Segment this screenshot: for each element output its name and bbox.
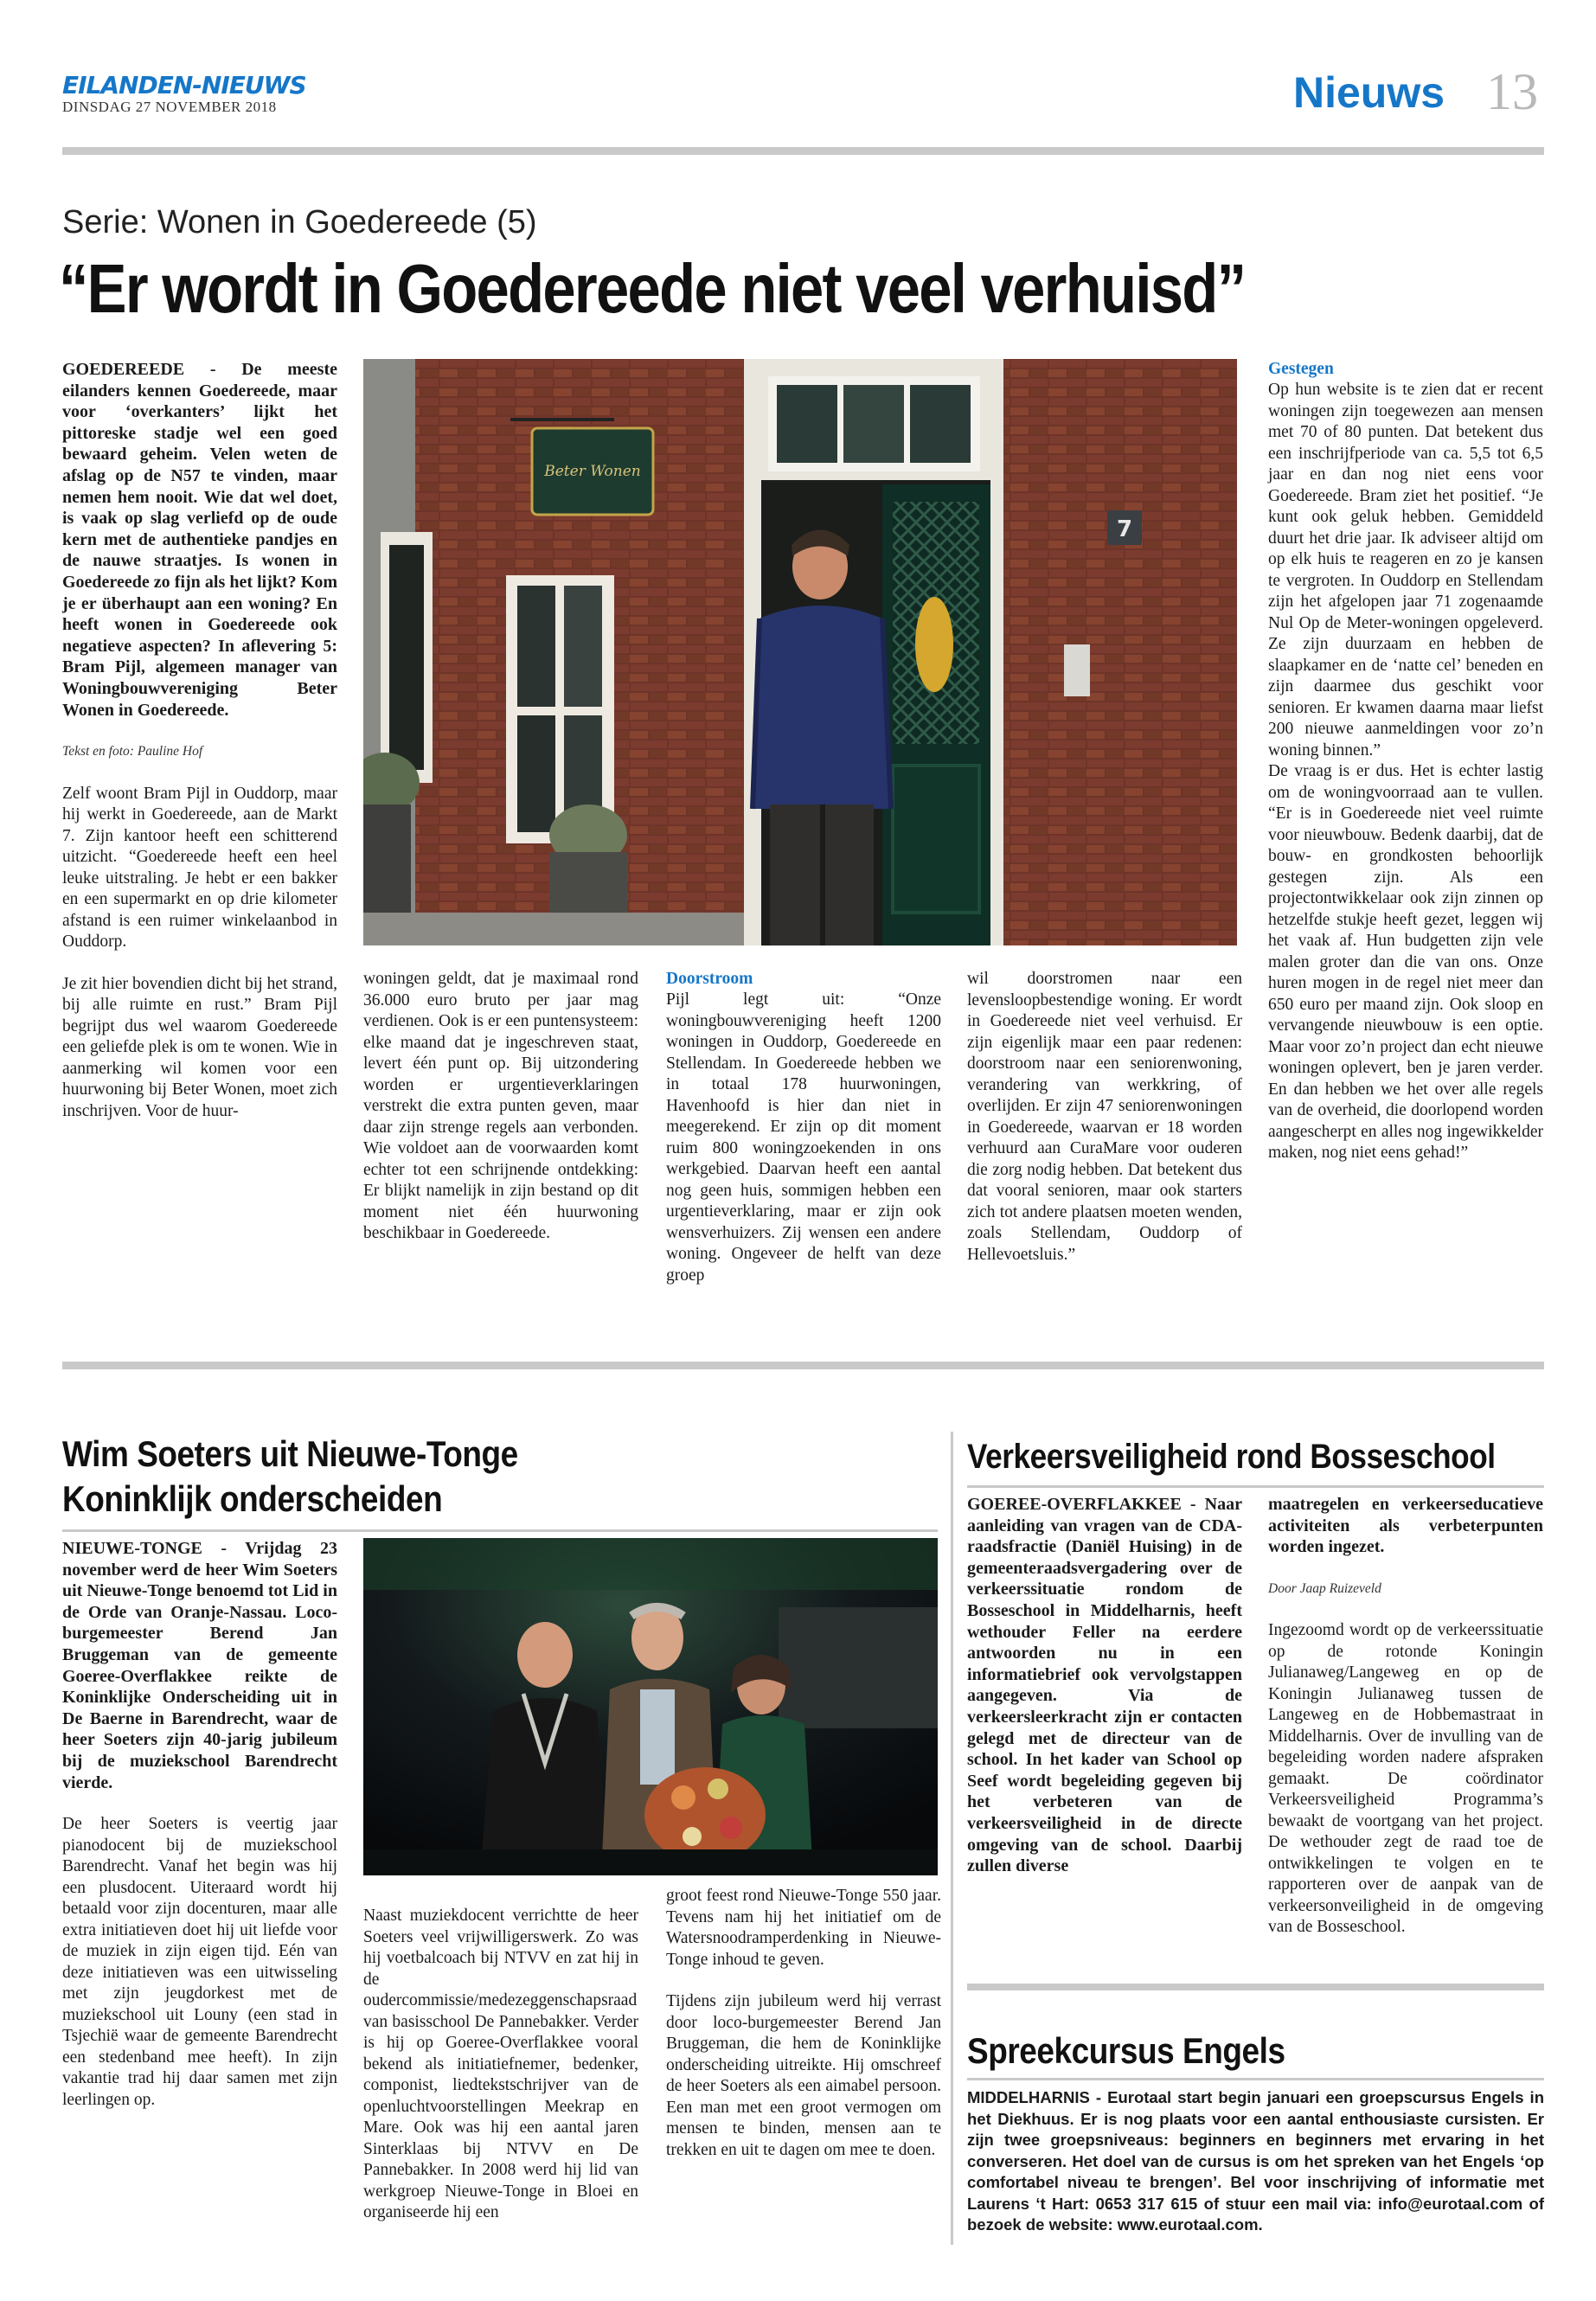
series-label: Serie: Wonen in Goedereede (5) [62,204,537,240]
article2-column-2 [363,1906,638,2224]
article3-credit: Door Jaap Ruizeveld [1268,1580,1381,1596]
page-number: 13 [1486,63,1538,120]
article1-column-1 [62,359,337,1122]
doorway-photo [363,359,1237,945]
sign-text: Beter Wonen [544,463,641,480]
article3-body: Ingezoomd wordt op de verkeerssituatie op de rotonde Koningin Julianaweg/Langeweg en op de Koningin Julianaweg tussen de Langeweg en de Hobbemastraat in Middelharnis. Over de invulling van de begeleiding worden nadere afspraken gemaakt. De coördinator Verkeersveiligheid Programma’s bewaakt de voortgang van het project. De wethouder zegt de raad toe de ontwikkelingen te volgen en te rapporteren over de aanpak van de verkeersonveiligheid in de omgeving van de Bosseschool. [1268,1621,1543,1937]
article2-column-3 [666,1886,941,2161]
article1-column-2 [363,969,638,1245]
article3-headline: Verkeersveiligheid rond Bosseschool [967,1438,1496,1476]
article2-headline-line1: Wim Soeters uit Nieuwe-Tonge [62,1433,518,1474]
article1-col2-text: woningen geldt, dat je maximaal rond 36.000 euro bruto per jaar mag verdienen. Ook is er een puntensysteem: elke maand dat je ingeschreven staat, levert één punt op. Bij uitzondering worden er urgentieverklaringen verstrekt die extra punten geven, maar daar zijn strenge regels aan verbonden. Wie voldoet aan de voorwaarden komt echter tot een schrijnende ontdekking: Er blijkt namelijk in zijn bestand op dit moment niet één huurwoning beschikbaar in Goedereede. [363,970,638,1242]
article2-headline-line2: Koninklijk onderscheiden [62,1478,443,1519]
article2-lead: NIEUWE-TONGE - Vrijdag 23 november werd de heer Wim Soeters uit Nieuwe-Tonge benoemd tot Lid in de Orde van Oranje-Nassau. Loco-burgemeester Berend Jan Bruggeman van de gemeente Goeree-Overflakkee reikte de Koninklijke Onderscheiding uit in De Baerne in Barendrecht, waar de heer Soeters zijn 40-jarig jubileum bij de muziekschool Barendrecht vierde. [62,1539,337,1792]
issue-date: DINSDAG 27 NOVEMBER 2018 [62,99,277,115]
column-divider [951,1432,953,2245]
article3-lead: GOEREE-OVERFLAKKEE - Naar aanleiding van vragen van de CDA-raadsfractie (Daniël Huising) in de gemeenteraadsvergadering over de verkeerssituatie rondom de Bosseschool in Middelharnis, heeft wethouder Feller na eerdere antwoorden nu in een informatiebrief ook vervolgstappen aangegeven. Via de verkeersleerkracht zijn er contacten gelegd met de directeur van de school. In het kader van School op Seef wordt begeleiding gegeven bij het verbeteren van de verkeersveiligheid in de directe omgeving van de school. Daarbij zullen diverse [967,1495,1242,1876]
article1-photo [363,359,1237,945]
article3-lead-continued: maatregelen en verkeerseducatieve activiteiten als verbeterpunten worden ingezet. [1268,1495,1543,1557]
article2-rule [62,1529,938,1532]
header-rule [62,147,1544,155]
article1-col5-para2: De vraag is er dus. Het is echter lastig om de woningvoorraad aan te vullen. “Er is in Goedereede niet veel ruimte voor nieuwbouw. Bedenk daarbij, dat de bouw- en grondkosten behoorlijk gestegen zijn. Als een projectontwikkelaar ook zijn zinnen op hetzelfde stukje heeft gezet, leggen wij het vaak af. Hun budgetten zijn vele malen groter dan die van ons. Onze huren mogen in de regel niet meer dan 650 euro per maand zijn. Ook sloop en vervangende nieuwbouw is een optie. Maar voor zo’n project dan echt nieuwe woningen oplevert, ben je jaren verder. En dan hebben we het over alle regels van de overheid, die doorlopend worden aangescherpt en alles nog ingewikkelder maken, nog niet eens gehad!” [1268,762,1543,1162]
article1-col1-para1: Zelf woont Bram Pijl in Ouddorp, maar hij werkt in Goedereede, aan de Markt 7. Zijn kantoor heeft een schitterend uitzicht. “Goedereede heeft een heel leuke uitstraling. Je hebt er een bakker en een supermarkt en op drie kilometer afstand is een ruimer winkelaanbod in Ouddorp. [62,784,337,952]
article4-rule [967,2078,1544,2080]
article1-column-3 [666,969,941,1286]
article1-lead: GOEDEREEDE - De meeste eilanders kennen Goedereede, maar voor ‘overkanters’ lijkt het pittoreske stadje wel een goed bewaard geheim. Velen weten de afslag op de N57 te vinden, maar nemen hem nooit. Wie dat wel doet, is vaak op slag verliefd op de oude kern met de authentieke pandjes en de nauwe straatjes. Is wonen in Goedereede zo fijn als het lijkt? Kom je er überhaupt aan een woning? En heeft wonen in Goedereede ook negatieve aspecten? In aflevering 5: Bram Pijl, algemeen manager van Woningbouwvereniging Beter Wonen in Goedereede. [62,360,337,720]
article2-col3-para2: Tijdens zijn jubileum werd hij verrast door loco-burgemeester Berend Jan Bruggeman, die hem de Koninklijke onderscheiding uitreikte. Hij omschreef de heer Soeters als een aimabel persoon. Een man met een groot vermogen om mensen te binden, mensen aan te trekken en uit te dagen om mee te doen. [666,1992,941,2159]
article4-body: MIDDELHARNIS - Eurotaal start begin januari een groepscursus Engels in het Diekhuus. Er is nog plaats voor een aantal enthousiaste cursisten. Er zijn twee groepsniveaus: beginners en beginners met ervaring in het converseren. Het doel van de cursus is om het spreken van het Engels ‘op comfortabel niveau te brengen’. Bel voor inschrijving of informatie met Laurens ‘t Hart: 0653 317 615 of stuur een mail via: info@eurotaal.com of bezoek de website: www.eurotaal.com. [967,2088,1544,2234]
article1-credit: Tekst en foto: Pauline Hof [62,744,203,760]
section-title: Nieuws [1293,68,1445,117]
article1-col4-text: wil doorstromen naar een levensloopbestendige woning. Er wordt in Goedereede niet veel verhuisd. Er zijn eigenlijk maar een paar redenen: doorstroom naar een seniorenwoning, verandering van werkkring, of overlijden. Er zijn 47 seniorenwoningen in Goedereede, waarvan er 18 worden verhuurd aan CuraMare voor ouderen die zorg nodig hebben. Dat betekent dus dat vooral senioren, maar ook starters zich tot andere plaatsen moeten wenden, zoals Stellendam, Ouddorp of Hellevoetsluis.” [967,970,1242,1264]
article2-col2-text: Naast muziekdocent verrichtte de heer Soeters veel vrijwilligerswerk. Zo was hij voetbalcoach bij NTVV en zat hij in de oudercommissie/medezeggenschapsraad van basisschool De Pannebakker. Verder is hij op Goeree-Overflakkee vooral bekend als initiatiefnemer, bedenker, componist, liedtekstschrijver van de openluchtvoorstellingen Meekrap en Mare. Ook was hij een aantal jaren Sinterklaas bij NTVV en De Pannebakker. In 2008 werd hij lid van werkgroep Nieuwe-Tonge in Bloei en organiseerde hij een [363,1907,638,2221]
house-number: 7 [1116,516,1133,542]
article2-col1-text: De heer Soeters is veertig jaar pianodocent bij de muziekschool Barendrecht. Vanaf het begin was hij een plusdocent. Uiteraard wordt hij betaald voor zijn docenturen, maar alle extra initiatieven doet hij uit liefde voor de muziek in zijn eigen tijd. Eén van deze initiatieven was een uitwisseling met zijn jeugdorkest met de muziekschool uit Louny (een stad in Tsjechië waar de gemeente Barendrecht een stedenband mee heeft). In zijn vakantie trad hij daar samen met zijn leerlingen op. [62,1815,337,2109]
main-headline: “Er wordt in Goedereede niet veel verhuisd” [59,250,1246,327]
article1-col1-para2: Je zit hier bovendien dicht bij het strand, bij alle ruimte en rust.” Bram Pijl begrijpt dus wel waarom Goedereede een geliefde plek is om te wonen. Wie in aanmerking wil komen voor een huurwoning bij Beter Wonen, moet zich inschrijven. Voor de huur- [62,974,337,1120]
article1-column-5 [1268,359,1543,1164]
article1-col3-text: Pijl legt uit: “Onze woningbouwvereniging heeft 1200 woningen in Ouddorp, Goedereede en Stellendam. In Goedereede hebben we in totaal 178 huurwoningen, Havenhoofd is hier dan niet in meegerekend. Er zijn op dit moment ruim 800 woningzoekenden in ons werkgebied. Daarvan heeft een aantal nog geen huis, sommigen hebben een urgentieverklaring, maar er zijn ook wensverhuizers. Zij wensen een andere woning. Ongeveer de helft van deze groep [666,990,941,1285]
article2-photo [363,1538,938,1875]
article2-col3-para1: groot feest rond Nieuwe-Tonge 550 jaar. Tevens nam hij het initiatief om de Watersnoodramperdenking in Nieuwe-Tonge inhoud te geven. [666,1887,941,1969]
article1-column-4 [967,969,1242,1266]
article2-column-1 [62,1538,337,2111]
article3-column-1 [967,1494,1242,1877]
article4-top-rule [967,1984,1544,1990]
article4-headline: Spreekcursus Engels [967,2030,1285,2071]
subhead-gestegen: Gestegen [1268,360,1334,378]
newspaper-logo: EILANDEN-NIEUWS [62,71,306,99]
article3-rule [967,1485,1544,1488]
subhead-doorstroom: Doorstroom [666,970,753,988]
ceremony-photo [363,1538,938,1875]
article3-column-2 [1268,1494,1543,1939]
article1-col5-para1: Op hun website is te zien dat er recent woningen zijn toegewezen aan mensen met 70 of 80 punten. Dat betekent dus een inschrijfperiode van ca. 5,5 tot 6,5 jaar en dan nog niet eens voor Goedereede. Bram ziet het positief. “Je kunt ook geluk hebben. Gemiddeld duurt het drie jaar. Ik adviseer altijd om op elk huis te reageren en zo je kansen te vergroten. In Ouddorp en Stellendam zijn het afgelopen jaar 71 zogenaamde Nul Op de Meter-woningen opgeleverd. Ze zijn duurzaam en hebben de slaapkamer en de ‘natte cel’ beneden en zijn daarmee dus geschikt voor senioren. Er kwamen daarna maar liefst 200 nieuwe aanmeldingen voor zo’n woning binnen.” [1268,381,1543,760]
section-rule [62,1362,1544,1369]
